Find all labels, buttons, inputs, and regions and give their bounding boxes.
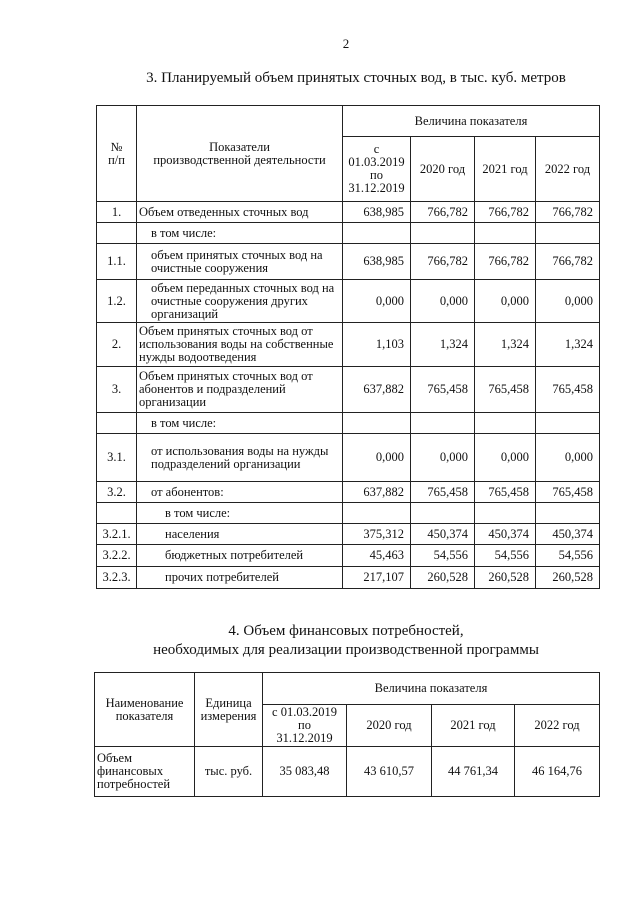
row-value-2021: 44 761,34 [432,747,515,797]
table-row: 3.1. от использования воды на нужды подразделений организации 0,000 0,000 0,000 0,000 [97,434,600,482]
header-2022: 2022 год [515,705,600,747]
header-value-group: Величина показателя [343,106,600,137]
header-unit: Единица измерения [195,673,263,747]
table-row: 3.2.1. населения 375,312 450,374 450,374 450,374 [97,524,600,545]
header-period: с 01.03.2019 по 31.12.2019 [263,705,347,747]
table-row: 1.1. объем принятых сточных вод на очистные сооружения 638,985 766,782 766,782 766,782 [97,244,600,280]
page-number: 2 [342,36,350,51]
table-row: 2. Объем принятых сточных вод от использования воды на собственные нужды водоотведения 1,103 1,324 1,324 1,324 [97,323,600,367]
header-2021: 2021 год [475,137,536,202]
header-2021: 2021 год [432,705,515,747]
financial-needs-table [94,672,600,797]
table-row: 3.2.2. бюджетных потребителей 45,463 54,556 54,556 54,556 [97,545,600,567]
table-row [95,747,600,797]
header-period: с 01.03.2019 по 31.12.2019 [343,137,411,202]
header-2020: 2020 год [411,137,475,202]
header-num: № п/п [97,106,137,202]
row-name: Объем финансовых потребностей [95,747,195,797]
section-4-title-line2: необходимых для реализации производственной программы [153,642,539,658]
section-4-title [0,622,640,660]
wastewater-volume-table [96,105,600,589]
row-unit: тыс. руб. [195,747,263,797]
row-value-2020: 43 610,57 [347,747,432,797]
section-4-title-line1: 4. Объем финансовых потребностей, [228,623,464,639]
header-indicators: Показатели производственной деятельности [137,106,343,202]
table-row: 3.2. от абонентов: 637,882 765,458 765,458 765,458 [97,482,600,503]
header-value-group: Величина показателя [263,673,600,705]
section-3-title: 3. Планируемый объем принятых сточных вод, в тыс. куб. метров [146,70,566,86]
row-value-period: 35 083,48 [263,747,347,797]
table-row: в том числе: [97,223,600,244]
table-row: 3. Объем принятых сточных вод от абонентов и подразделений организации 637,882 765,458 765,458 765,458 [97,367,600,413]
table-row: в том числе: [97,413,600,434]
row-value-2022: 46 164,76 [515,747,600,797]
table-row: 1.2. объем переданных сточных вод на очистные сооружения других организаций 0,000 0,000 0,000 0,000 [97,280,600,323]
table-row: в том числе: [97,503,600,524]
header-name: Наименование показателя [95,673,195,747]
table-row: 1. Объем отведенных сточных вод 638,985 766,782 766,782 766,782 [97,202,600,223]
table-row: 3.2.3. прочих потребителей 217,107 260,528 260,528 260,528 [97,567,600,589]
header-2020: 2020 год [347,705,432,747]
header-2022: 2022 год [536,137,600,202]
